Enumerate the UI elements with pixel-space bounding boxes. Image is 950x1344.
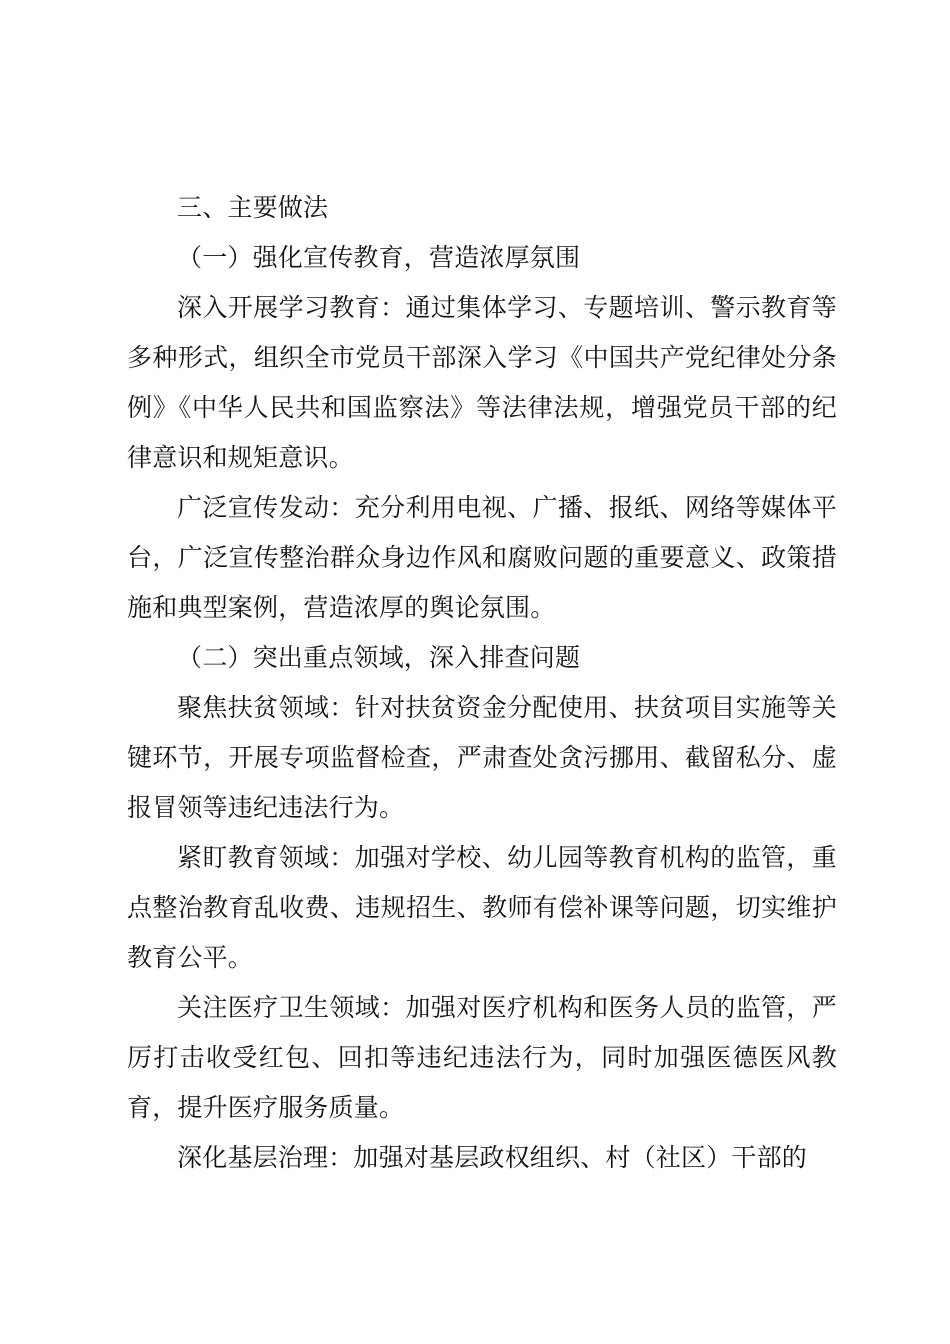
body-paragraph: 紧盯教育领域：加强对学校、幼儿园等教育机构的监管，重点整治教育乱收费、违规招生、教师有偿补课等问题，切实维护教育公平。 xyxy=(127,843,837,972)
body-paragraph: 深化基层治理：加强对基层政权组织、村（社区）干部的 xyxy=(177,1143,808,1172)
body-paragraph: 广泛宣传发动：充分利用电视、广播、报纸、网络等媒体平台，广泛宣传整治群众身边作风和腐败问题的重要意义、政策措施和典型案例，营造浓厚的舆论氛围。 xyxy=(127,493,837,622)
body-paragraph: 深入开展学习教育：通过集体学习、专题培训、警示教育等多种形式，组织全市党员干部深入学习《中国共产党纪律处分条例》《中华人民共和国监察法》等法律法规，增强党员干部的纪律意识和规矩意识。 xyxy=(127,293,837,472)
subsection-heading: （二）突出重点领域，深入排查问题 xyxy=(177,643,581,672)
subsection-heading: （一）强化宣传教育，营造浓厚氛围 xyxy=(177,243,581,272)
body-paragraph: 关注医疗卫生领域：加强对医疗机构和医务人员的监管，严厉打击收受红包、回扣等违纪违法行为，同时加强医德医风教育，提升医疗服务质量。 xyxy=(127,993,837,1122)
section-heading: 三、主要做法 xyxy=(177,193,329,222)
document-body xyxy=(127,183,837,1183)
body-paragraph: 聚焦扶贫领域：针对扶贫资金分配使用、扶贫项目实施等关键环节，开展专项监督检查，严肃查处贪污挪用、截留私分、虚报冒领等违纪违法行为。 xyxy=(127,693,837,822)
